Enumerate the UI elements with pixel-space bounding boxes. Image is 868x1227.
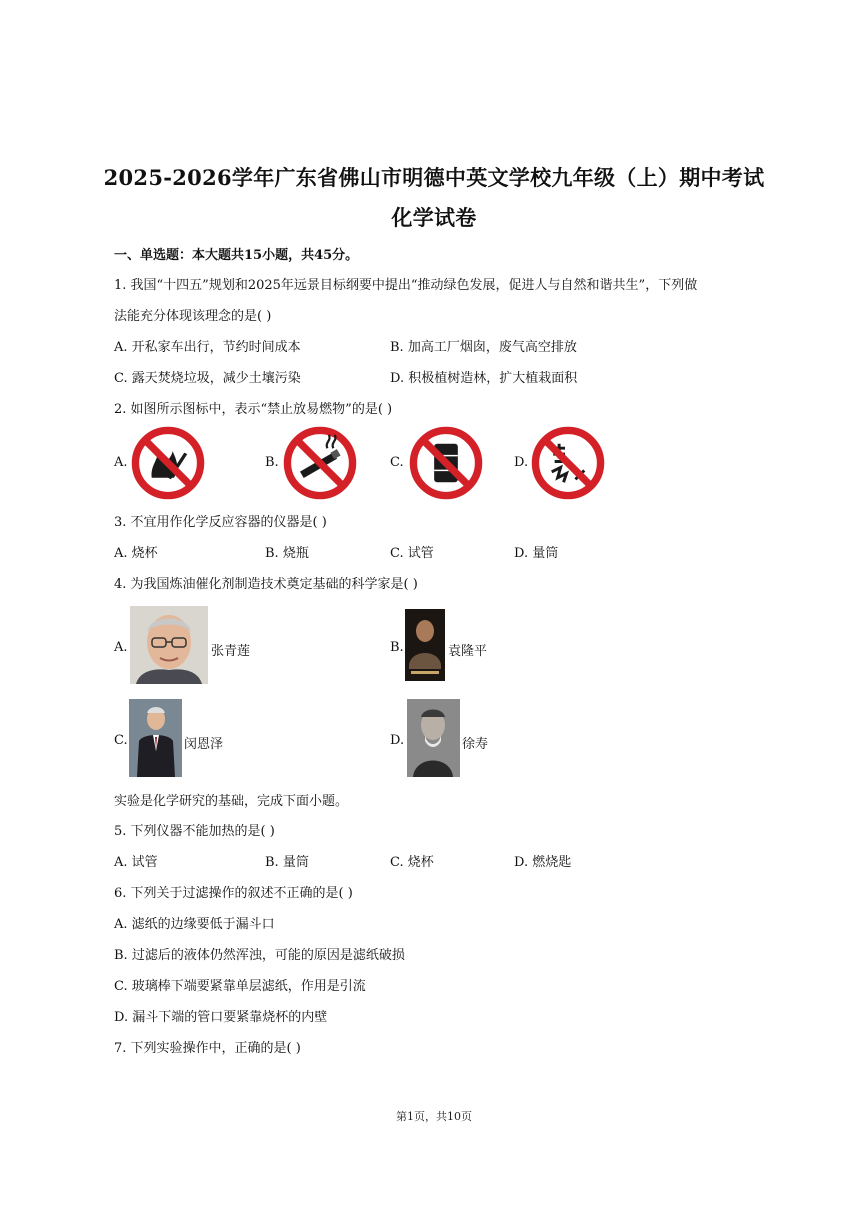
q6-option-c: C. 玻璃棒下端要紧靠单层滤纸，作用是引流 — [114, 979, 366, 994]
q3-option-c: C. 试管 — [390, 546, 434, 561]
q3-stem: 3. 不宜用作化学反应容器的仪器是( ) — [114, 515, 327, 530]
q2-option-c: C. — [390, 455, 404, 470]
scientist-photo-d — [407, 699, 460, 777]
q4-option-d-name: 徐寿 — [462, 737, 489, 752]
q4-option-c-name: 闵恩泽 — [184, 737, 224, 752]
q3-option-b: B. 烧瓶 — [265, 546, 309, 561]
scientist-photo-a — [130, 606, 208, 684]
no-oil-drum-icon — [409, 426, 483, 500]
scientist-photo-c — [129, 699, 182, 777]
q4-option-d-letter: D. — [390, 733, 405, 748]
q2-option-b: B. — [265, 455, 279, 470]
section-heading: 一、单选题：本大题共15小题，共45分。 — [114, 248, 359, 263]
q1-option-d: D. 积极植树造林，扩大植栽面积 — [390, 371, 578, 386]
q4-option-b-name: 袁隆平 — [448, 644, 488, 659]
q5-option-a: A. 试管 — [114, 855, 158, 870]
page-footer: 第1页，共10页 — [396, 1110, 472, 1123]
q2-option-a: A. — [114, 455, 128, 470]
q7-stem: 7. 下列实验操作中，正确的是( ) — [114, 1041, 301, 1056]
q4-option-a-letter: A. — [114, 640, 128, 655]
q1-option-a: A. 开私家车出行，节约时间成本 — [114, 340, 301, 355]
q5-option-c: C. 烧杯 — [390, 855, 434, 870]
q6-stem: 6. 下列关于过滤操作的叙述不正确的是( ) — [114, 886, 353, 901]
subsection-intro: 实验是化学研究的基础，完成下面小题。 — [114, 794, 349, 809]
q6-option-d: D. 漏斗下端的管口要紧靠烧杯的内壁 — [114, 1010, 328, 1025]
scientist-photo-b — [405, 609, 445, 681]
q5-stem: 5. 下列仪器不能加热的是( ) — [114, 824, 275, 839]
q1-option-c: C. 露天焚烧垃圾，减少土壤污染 — [114, 371, 301, 386]
q1-option-b: B. 加高工厂烟囱，废气高空排放 — [390, 340, 577, 355]
q4-option-c-letter: C. — [114, 733, 128, 748]
q4-option-a-name: 张青莲 — [211, 644, 251, 659]
q5-option-b: B. 量筒 — [265, 855, 309, 870]
q4-stem: 4. 为我国炼油催化剂制造技术奠定基础的科学家是( ) — [114, 577, 418, 592]
q1-stem-line2: 法能充分体现该理念的是( ) — [114, 309, 272, 324]
q5-option-d: D. 燃烧匙 — [514, 855, 572, 870]
q2-option-d: D. — [514, 455, 529, 470]
q2-stem: 2. 如图所示图标中，表示“禁止放易燃物”的是( ) — [114, 402, 393, 417]
q4-option-b-letter: B. — [390, 640, 404, 655]
no-fire-icon — [131, 426, 205, 500]
q6-option-b: B. 过滤后的液体仍然浑浊，可能的原因是滤纸破损 — [114, 948, 405, 963]
q1-stem-line1: 1. 我国“十四五”规划和2025年远景目标纲要中提出“推动绿色发展，促进人与自然和谐共生”，下列做 — [114, 278, 698, 293]
exam-title-line2: 化学试卷 — [391, 205, 477, 230]
q3-option-d: D. 量筒 — [514, 546, 559, 561]
no-flammables-icon — [531, 426, 605, 500]
exam-title-line1: 2025-2026学年广东省佛山市明德中英文学校九年级（上）期中考试 — [103, 165, 765, 190]
q6-option-a: A. 滤纸的边缘要低于漏斗口 — [114, 917, 275, 932]
q3-option-a: A. 烧杯 — [114, 546, 158, 561]
no-smoking-icon — [283, 426, 357, 500]
